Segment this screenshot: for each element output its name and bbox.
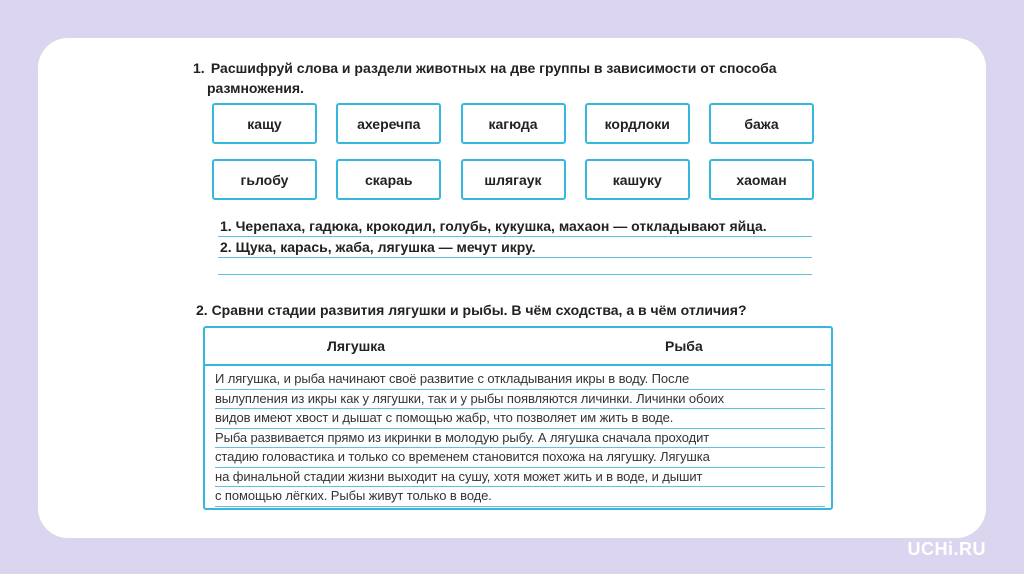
answer-text-line: стадию головастика и только со временем становится похожа на лягушку. Лягушка: [215, 448, 825, 468]
answer-text-line: Рыба развивается прямо из икринки в молодую рыбу. А лягушка сначала проходит: [215, 429, 825, 449]
column-header-fish: Рыба: [665, 338, 703, 354]
word-box: скараь: [336, 159, 441, 200]
word-box: кордлоки: [585, 103, 690, 144]
answer-line: 1. Черепаха, гадюка, крокодил, голубь, кукушка, махаон — откладывают яйца.: [218, 216, 812, 237]
task1-title-line2: размножения.: [207, 80, 304, 96]
column-header-frog: Лягушка: [327, 338, 386, 354]
table-header: [205, 328, 831, 366]
task1-title: [193, 58, 833, 98]
answer-text-line: видов имеют хвост и дышат с помощью жабр, что позволяет им жить в воде.: [215, 409, 825, 429]
task2-title: 2. Сравни стадии развития лягушки и рыбы. В чём сходства, а в чём отличия?: [196, 302, 747, 318]
word-box: ахеречпа: [336, 103, 441, 144]
task1-number: 1.: [193, 60, 205, 76]
answer-line: 2. Щука, карась, жаба, лягушка — мечут икру.: [218, 237, 812, 258]
answer-line-blank: [218, 258, 812, 275]
word-row-2: [212, 159, 814, 200]
word-box: кагюда: [461, 103, 566, 144]
word-box: гьлобу: [212, 159, 317, 200]
word-box: хаоман: [709, 159, 814, 200]
word-box: шлягаук: [461, 159, 566, 200]
word-box: бажа: [709, 103, 814, 144]
word-box: кашуку: [585, 159, 690, 200]
task1-title-line1: Расшифруй слова и раздели животных на две группы в зависимости от способа: [210, 60, 777, 76]
answer-text-line: И лягушка, и рыба начинают своё развитие с откладывания икры в воду. После: [215, 370, 825, 390]
answer-text-line: с помощью лёгких. Рыбы живут только в воде.: [215, 487, 825, 507]
task1-answers: [218, 216, 812, 275]
word-box: кащу: [212, 103, 317, 144]
answer-text-line: на финальной стадии жизни выходит на сушу, хотя может жить и в воде, и дышит: [215, 468, 825, 488]
word-grid: [212, 103, 814, 215]
word-row-1: [212, 103, 814, 144]
uchi-logo: UCHi.RU: [907, 539, 986, 559]
answer-text-line: вылупления из икры как у лягушки, так и у рыбы появляются личинки. Личинки обоих: [215, 390, 825, 410]
comparison-table: [203, 326, 833, 510]
table-body: [215, 370, 825, 507]
